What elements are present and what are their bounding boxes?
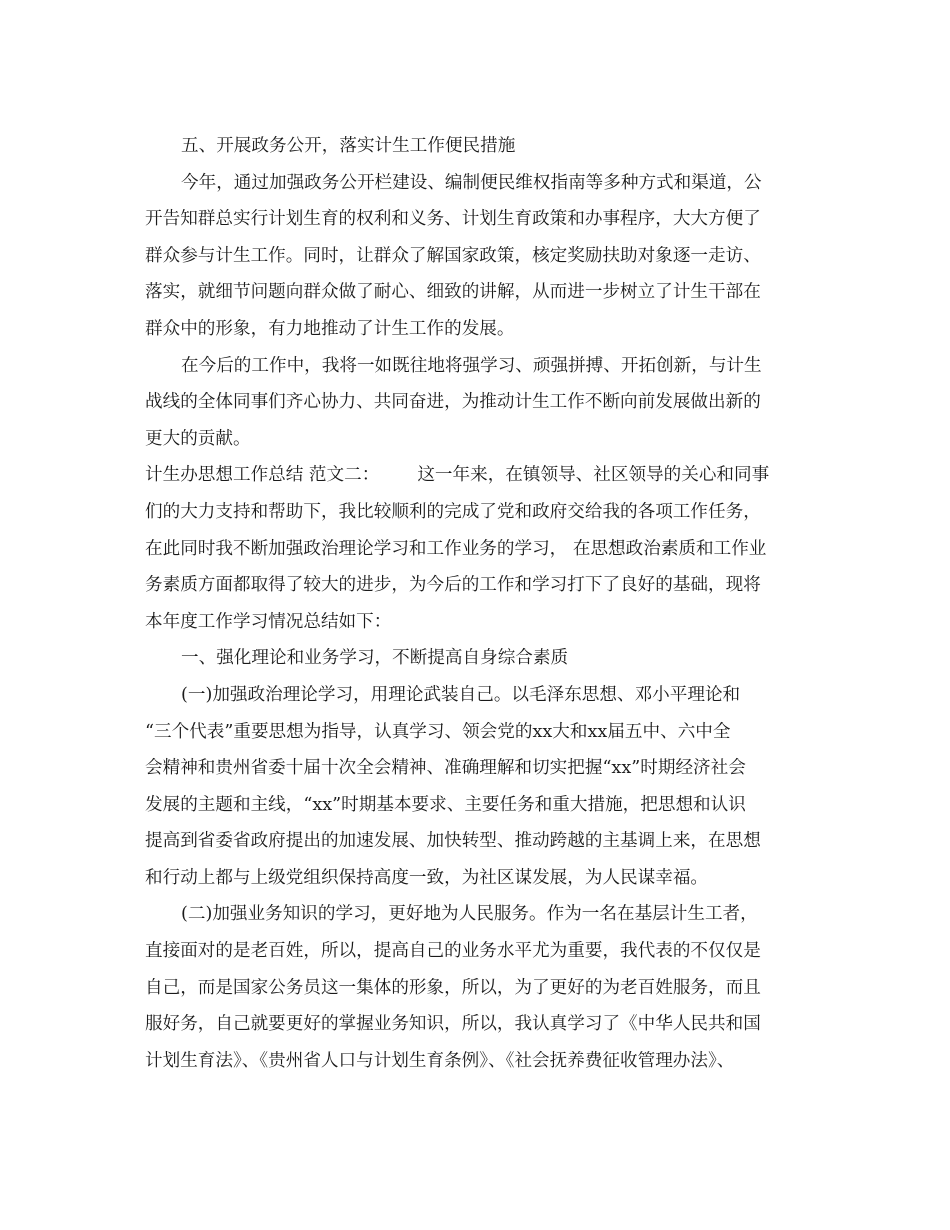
text-line: 群众参与计生工作。同时，让群众了解国家政策，核定奖励扶助对象逐一走访、 [145, 245, 761, 266]
section-heading-line [145, 457, 805, 494]
text-line: 务素质方面都取得了较大的进步，为今后的工作和学习打下了良好的基础，现将 [145, 575, 761, 596]
text-line: 群众中的形象，有力地推动了计生工作的发展。 [145, 318, 515, 339]
text-line: 发展的主题和主线，“xx”时期基本要求、主要任务和重大措施，把思想和认识 [145, 794, 746, 815]
section-intro-text: 这一年来，在镇领导、社区领导的关心和同事 [417, 465, 770, 486]
text-line: 本年度工作学习情况总结如下： [145, 611, 392, 632]
text-line: 和行动上都与上级党组织保持高度一致，为社区谋发展，为人民谋幸福。 [145, 867, 709, 888]
text-line: 服好务，自己就要更好的掌握业务知识，所以，我认真学习了《中华人民共和国 [145, 1014, 761, 1035]
section-title: 计生办思想工作总结 范文二： [145, 465, 380, 486]
text-line: 计划生育法》、《贵州省人口与计划生育条例》、《社会抚养费征收管理办法》、 [145, 1050, 735, 1071]
document-body [145, 128, 805, 1079]
text-line: 们的大力支持和帮助下，我比较顺利的完成了党和政府交给我的各项工作任务， [145, 501, 761, 522]
text-line: 更大的贡献。 [145, 428, 251, 449]
text-line: 在今后的工作中，我将一如既往地将强学习、顽强拼搏、开拓创新，与计生 [181, 355, 762, 376]
text-line: “三个代表”重要思想为指导，认真学习、领会党的xx大和xx届五中、六中全 [145, 721, 731, 742]
text-line: 开告知群总实行计划生育的权利和义务、计划生育政策和办事程序，大大方便了 [145, 209, 761, 230]
text-line: (二)加强业务知识的学习，更好地为人民服务。作为一名在基层计生工者， [181, 904, 758, 925]
text-line: 会精神和贵州省委十届十次全会精神、准确理解和切实把握“xx”时期经济社会 [145, 758, 746, 779]
text-line: 落实，就细节问题向群众做了耐心、细致的讲解，从而进一步树立了计生干部在 [145, 282, 761, 303]
text-line: 自己，而是国家公务员这一集体的形象，所以，为了更好的为老百姓服务，而且 [145, 977, 761, 998]
text-line: 一、强化理论和业务学习，不断提高自身综合素质 [181, 648, 569, 669]
text-line: 今年，通过加强政务公开栏建设、编制便民维权指南等多种方式和渠道，公 [181, 172, 762, 193]
text-line: 五、开展政务公开，落实计生工作便民措施 [181, 136, 516, 156]
text-line: 在此同时我不断加强政治理论学习和工作业务的学习， 在思想政治素质和工作业 [145, 538, 767, 559]
text-line: 直接面对的是老百姓，所以，提高自己的业务水平尤为重要，我代表的不仅仅是 [145, 941, 761, 962]
text-line: (一)加强政治理论学习，用理论武装自己。以毛泽东思想、邓小平理论和 [181, 684, 741, 705]
text-line: 战线的全体同事们齐心协力、共同奋进，为推动计生工作不断向前发展做出新的 [145, 392, 761, 413]
text-line: 提高到省委省政府提出的加速发展、加快转型、推动跨越的主基调上来，在思想 [145, 831, 761, 852]
